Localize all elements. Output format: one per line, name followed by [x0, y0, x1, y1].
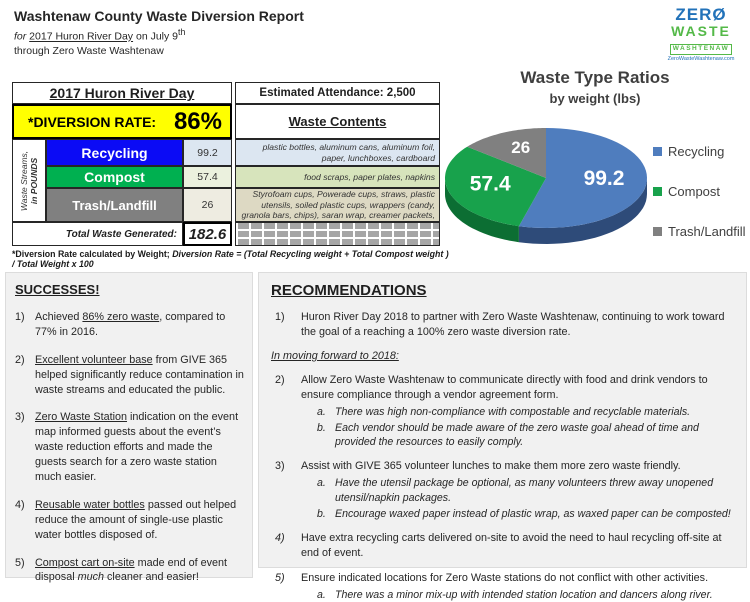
item-text [35, 310, 244, 340]
trash-row-label: Trash/Landfill [46, 188, 183, 222]
item-number: 3) [15, 411, 25, 424]
success-item [15, 498, 244, 543]
recommendation-subitem [317, 421, 734, 450]
compost-row-value: 57.4 [183, 166, 232, 188]
recycling-row-label: Recycling [46, 139, 183, 166]
legend-item-compost [653, 184, 746, 199]
item-number: 2) [15, 353, 25, 366]
success-item [15, 353, 244, 398]
logo-waste-text: WASTE [671, 23, 731, 39]
waste-summary-table [12, 82, 440, 246]
legend-label: Recycling [668, 144, 725, 159]
diversion-rate-footnote [12, 249, 452, 269]
item-text [35, 410, 244, 484]
text-fragment: Diversion Rate = (Total Recycling weight + Total Compost weight ) / Total Weight x 100 [12, 249, 449, 269]
success-item [15, 556, 244, 586]
item-text: Ensure indicated locations for Zero Waste stations do not conflict with other activities. [301, 572, 709, 585]
diversion-rate-cell [12, 104, 232, 139]
item-text: Allow Zero Waste Washtenaw to communicate directly with food and drink vendors to ensure compliance through a vendor agreement form. [301, 373, 708, 401]
hatched-empty-cell [235, 222, 440, 246]
text-fragment: 2017 Huron River Day [49, 85, 195, 101]
total-waste-label: Total Waste Generated: [12, 222, 183, 246]
recommendation-item [271, 310, 734, 340]
legend-item-trash [653, 224, 746, 239]
recommendation-subitem [317, 507, 734, 521]
legend-item-recycling [653, 144, 746, 159]
item-text [35, 556, 244, 586]
text-fragment: Styrofoam cups, Powerade cups, straws, plastic utensils, soiled plastic cups, wrappers (candy, granola bars, chips), saran wrap, creamer packets, [241, 188, 435, 221]
event-name: 2017 Huron River Day [29, 30, 134, 43]
item-number: 1) [275, 311, 285, 323]
report-header [14, 8, 304, 57]
subitem-text: Encourage waxed paper instead of plastic wrap, as waxed paper can be composted! [335, 507, 731, 520]
compost-row-label: Compost [46, 166, 183, 188]
report-subtitle-2: through Zero Waste Washtenaw [14, 44, 164, 57]
text-fragment: made end of event disposal [35, 556, 228, 584]
subitem-letter: a. [317, 588, 326, 601]
text-fragment: cleaner and easier! [104, 571, 199, 584]
item-number: 4) [15, 498, 25, 511]
report-subtitle [14, 27, 304, 43]
recommendation-item [271, 373, 734, 403]
item-number: 5) [275, 572, 285, 585]
logo-url-text: ZeroWasteWashtenaw.com [667, 55, 735, 62]
recommendations-section [258, 272, 747, 601]
compost-contents [235, 166, 440, 188]
chart-title: Waste Type Ratios [520, 68, 670, 87]
chart-subtitle: by weight (lbs) [549, 91, 641, 106]
text-fragment: Compost cart on-site [35, 556, 135, 569]
svg-text:26: 26 [511, 138, 531, 158]
text-fragment: in POUNDS [29, 157, 39, 204]
text-fragment: , compared to 77% in 2016. [35, 311, 226, 338]
subitem-letter: b. [317, 507, 326, 520]
recommendation-item [271, 459, 734, 474]
successes-section [5, 272, 253, 584]
recommendation-subitem [317, 588, 734, 602]
zero-waste-washtenaw-logo [662, 6, 740, 62]
text-fragment: much [77, 571, 105, 584]
recycling-row-value: 99.2 [183, 139, 232, 166]
subitem-text: There was high non-compliance with compostable and recyclable materials. [335, 405, 691, 418]
text-fragment: Waste Contents [288, 114, 387, 129]
text-fragment: Zero Waste Station [35, 411, 128, 424]
item-number: 1) [15, 311, 25, 323]
text-fragment: food scraps, paper plates, napkins [304, 171, 435, 182]
trash-row-value: 26 [183, 188, 232, 222]
item-number: 3) [275, 460, 285, 473]
recommendation-item [271, 531, 734, 561]
chart-legend [653, 144, 746, 239]
item-text: Assist with GIVE 365 volunteer lunches to make them more zero waste friendly. [301, 460, 681, 473]
item-text [35, 353, 244, 398]
legend-label: Compost [668, 184, 721, 199]
subitem-text: Each vendor should be made aware of the zero waste goal ahead of time and provided the resources to easily comply. [335, 421, 699, 449]
recommendation-item [271, 571, 734, 586]
recommendation-subitem [317, 476, 734, 505]
subitem-text: Have the utensil package be optional, as many volunteers threw away unopened utensil/napkin packages. [335, 477, 714, 504]
item-text: Have extra recycling carts delivered on-site to avoid the need to haul recycling off-site at end of event. [301, 532, 722, 560]
subitem-text: There was a minor mix-up with intended station location and dancers along river. [335, 588, 713, 601]
text-fragment: from GIVE 365 helped significantly reduce contamination in waste streams and educated the public. [35, 353, 244, 396]
trash-swatch-icon [653, 227, 662, 236]
text-fragment: Excellent volunteer base [35, 353, 153, 366]
recycling-contents [235, 139, 440, 166]
subitem-letter: a. [317, 477, 326, 490]
text-fragment: passed out helped reduce the amount of single-use plastic water bottles disposed of. [35, 498, 237, 541]
item-number: 2) [275, 373, 285, 386]
logo-zero-text: ZERØ [675, 5, 727, 24]
diversion-rate-value: 86% [173, 107, 222, 135]
text-fragment: on July 9 [133, 30, 179, 43]
success-item [15, 310, 244, 340]
page-title: Washtenaw County Waste Diversion Report [14, 8, 304, 24]
text-fragment: Achieved [35, 311, 83, 323]
subitem-letter: b. [317, 421, 326, 434]
waste-streams-axis-label [19, 140, 39, 222]
recommendations-subheading: In moving forward to 2018: [271, 349, 399, 362]
item-text: Huron River Day 2018 to partner with Zero Waste Washtenaw, continuing to work toward the goal of a reaching a 100% zero waste diversion rate. [301, 311, 725, 338]
text-fragment: indication on the event map informed guests about the event’s waste reduction efforts and made the guests search for a zero waste station much easier. [35, 411, 239, 484]
success-item [15, 410, 244, 484]
text-fragment: 86% zero waste [82, 311, 160, 323]
legend-label: Trash/Landfill [668, 224, 746, 239]
recycling-swatch-icon [653, 147, 662, 156]
table-event-title [12, 82, 232, 104]
text-fragment: plastic bottles, aluminum cans, aluminum foil, paper, lunchboxes, cardboard [262, 141, 435, 163]
svg-text:99.2: 99.2 [583, 167, 625, 191]
logo-washtenaw-text: WASHTENAW [670, 44, 732, 55]
diversion-rate-label: *DIVERSION RATE: [28, 113, 157, 130]
text-fragment: Waste Streams, [18, 150, 29, 211]
text-fragment: for [14, 30, 30, 43]
estimated-attendance: Estimated Attendance: 2,500 [235, 82, 440, 104]
item-number: 4) [275, 532, 285, 545]
text-fragment: *Diversion Rate calculated by Weight; [12, 249, 173, 259]
item-number: 5) [15, 556, 25, 569]
item-text [35, 498, 244, 543]
subitem-letter: a. [317, 405, 326, 418]
successes-heading: SUCCESSES! [15, 282, 100, 297]
text-fragment: Reusable water bottles [35, 498, 145, 511]
date-ordinal: th [178, 27, 186, 37]
total-waste-value: 182.6 [183, 222, 232, 246]
trash-contents [235, 188, 440, 222]
compost-swatch-icon [653, 187, 662, 196]
svg-text:57.4: 57.4 [469, 172, 511, 196]
recommendation-subitem [317, 405, 734, 419]
recommendations-heading: RECOMMENDATIONS [271, 282, 427, 299]
waste-streams-axis-cell [12, 139, 46, 222]
waste-contents-header [235, 104, 440, 139]
